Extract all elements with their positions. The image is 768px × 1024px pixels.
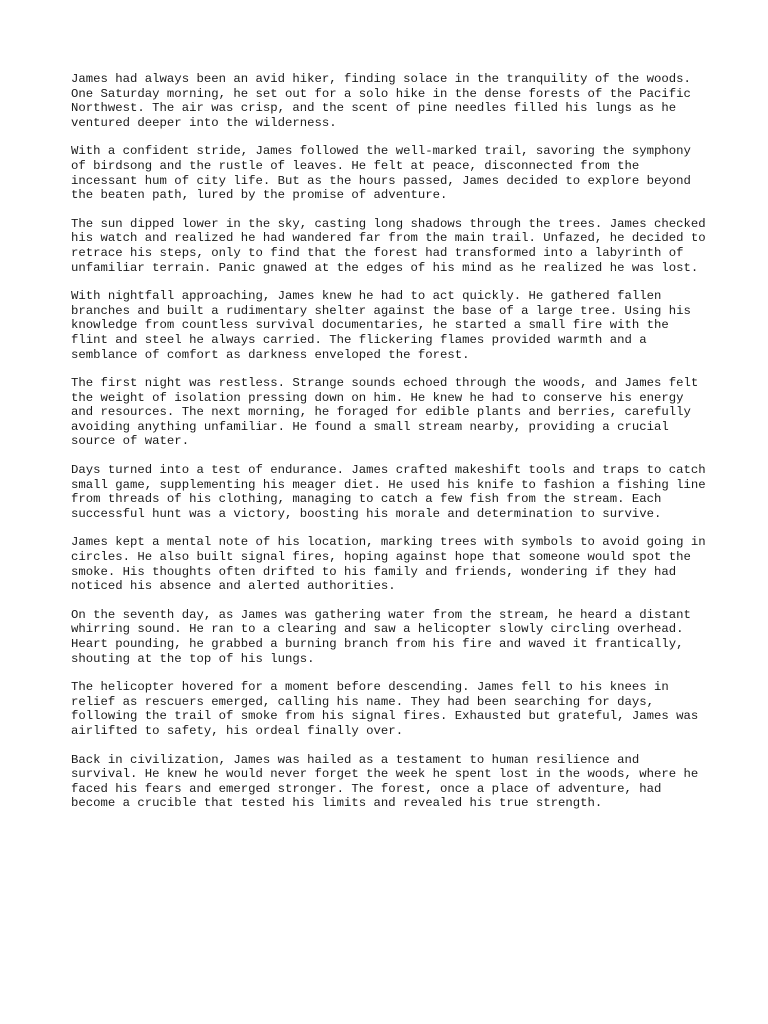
paragraph-6: Days turned into a test of endurance. James crafted makeshift tools and traps to catch small game, supplementing his meager diet. He used his knife to fashion a fishing line from threads of his clothing, managing to catch a few fish from the stream. Each successful hunt was a victory, boosting his morale and determination to survive. bbox=[71, 463, 706, 521]
paragraph-10: Back in civilization, James was hailed as a testament to human resilience and survival. He knew he would never forget the week he spent lost in the woods, where he faced his fears and emerged stronger. The forest, once a place of adventure, had become a crucible that tested his limits and revealed his true strength. bbox=[71, 752, 699, 811]
document-page bbox=[71, 72, 711, 825]
paragraph-1: James had always been an avid hiker, finding solace in the tranquility of the woods. One Saturday morning, he set out for a solo hike in the dense forests of the Pacific Northwest. The air was crisp, and the scent of pine needles filled his lungs as he ventured deeper into the wilderness. bbox=[71, 72, 691, 130]
paragraph-5: The first night was restless. Strange sounds echoed through the woods, and James felt the weight of isolation pressing down on him. He knew he had to conserve his energy and resources. The next morning, he foraged for edible plants and berries, carefully avoiding anything unfamiliar. He found a small stream nearby, providing a crucial source of water. bbox=[71, 376, 699, 449]
paragraph-2: With a confident stride, James followed the well-marked trail, savoring the symphony of birdsong and the rustle of leaves. He felt at peace, disconnected from the incessant hum of city life. But as the hours passed, James decided to explore beyond the beaten path, lured by the promise of adventure. bbox=[71, 144, 691, 203]
paragraph-3: The sun dipped lower in the sky, casting long shadows through the trees. James checked his watch and realized he had wandered far from the main trail. Unfazed, he decided to retrace his steps, only to find that the forest had transformed into a labyrinth of unfamiliar terrain. Panic gnawed at the edges of his mind as he realized he was lost. bbox=[71, 216, 706, 275]
paragraph-4: With nightfall approaching, James knew he had to act quickly. He gathered fallen branches and built a rudimentary shelter against the base of a large tree. Using his knowledge from countless survival documentaries, he started a small fire with the flint and steel he always carried. The flickering flames provided warmth and a semblance of comfort as darkness enveloped the forest. bbox=[71, 289, 691, 362]
paragraph-9: The helicopter hovered for a moment before descending. James fell to his knees in relief as rescuers emerged, calling his name. They had been searching for days, following the trail of smoke from his signal fires. Exhausted but grateful, James was airlifted to safety, his ordeal finally over. bbox=[71, 680, 699, 738]
paragraph-8: On the seventh day, as James was gathering water from the stream, he heard a distant whirring sound. He ran to a clearing and saw a helicopter slowly circling overhead. Heart pounding, he grabbed a burning branch from his fire and waved it frantically, shouting at the top of his lungs. bbox=[71, 607, 691, 666]
paragraph-7: James kept a mental note of his location, marking trees with symbols to avoid going in circles. He also built signal fires, hoping against hope that someone would spot the smoke. His thoughts often drifted to his family and friends, wondering if they had noticed his absence and alerted authorities. bbox=[71, 535, 706, 594]
